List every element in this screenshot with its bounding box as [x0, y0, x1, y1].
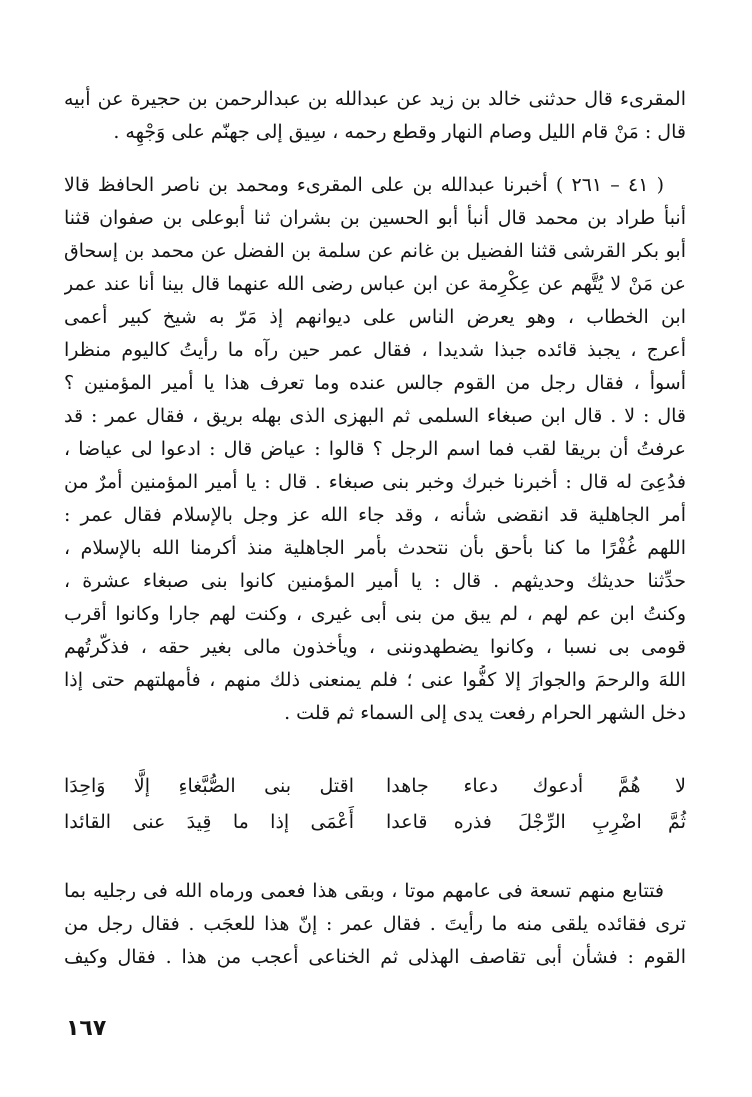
verse-first-hemistich: لا هُمَّ أدعوك دعاء جاهدا	[386, 775, 686, 797]
text-line: أبو بكر القرشى قثنا الفضيل بن غانم عن سلمة بن الفضل عن محمد بن إسحاق	[64, 240, 686, 262]
text-line: ترى فقائده يلقى منه ما رأيتَ . فقال عمر : إنّ هذا للعجَب . فقال رجل من	[64, 913, 686, 935]
text-line: وكنتُ ابن عم لهم ، لم يبق من بنى أبى غيرى ، وكنت لهم جارا وكانوا أقرب	[64, 603, 686, 625]
text-line: فدُعِىَ له قال : أخبرنا خبرك وخبر بنى صبغاء . قال : يا أمير المؤمنين أمرٌ من	[64, 471, 686, 493]
text-line: أعرج ، يجبذ قائده جبذا شديدا ، فقال عمر حين رآه ما رأيتُ كاليوم منظرا	[64, 339, 686, 361]
text-line: ( ٤١ – ٢٦١ ) أخبرنا عبدالله بن على المقرىء ومحمد بن ناصر الحافظ قالا	[64, 174, 665, 196]
poem-verse	[64, 770, 686, 802]
text-line: قومى بى نسبا ، وكانوا يضطهدوننى ، ويأخذون مالى بغير حقه ، فذكّرتُهم	[64, 636, 686, 658]
text-line: فتتابع منهم تسعة فى عامهم موتا ، وبقى هذا فعمى ورماه الله فى رجليه بما	[64, 880, 664, 902]
text-line: القوم : فشأن أبى تقاصف الهذلى ثم الخناعى أعجب من هذا . فقال وكيف	[64, 946, 686, 968]
text-line: ابن الخطاب ، وهو يعرض الناس على ديوانهم إذ مَرّ به شيخ كبير أعمى	[64, 306, 686, 328]
text-line: أسوأ ، فقال رجل من القوم جالس عنده وما تعرف هذا يا أمير المؤمنين ؟	[64, 372, 686, 394]
text-line: عن مَنْ لا يُتَّهم عن عِكْرِمة عن ابن عباس رضى الله عنهما قال بينا أنا عند عمر	[64, 273, 686, 295]
text-line: أمر الجاهلية قد انقضى شأنه ، وقد جاء الله عز وجل بالإسلام فقال عمر :	[64, 504, 686, 526]
text-line: عرفتُ أن بريقا لقب فما اسم الرجل ؟ قالوا : عياض قال : ادعوا لى عياضا ،	[64, 438, 686, 460]
verse-second-hemistich: اقتل بنى الصُّبَّغاءِ إلَّا وَاحِدَا	[64, 775, 354, 797]
text-line: حدِّثنا حديثك وحديثهم . قال : يا أمير المؤمنين كانوا بنى صبغاء عشرة ،	[64, 570, 686, 592]
text-line: قال : لا . قال ابن صبغاء السلمى ثم البهزى الذى بهله بريق ، فقال عمر : قد	[64, 405, 686, 427]
verse-first-hemistich: ثُمَّ اضْرِبِ الرِّجْلَ فذره قاعدا	[386, 811, 686, 833]
text-line: قال : مَنْ قام الليل وصام النهار وقطع رحمه ، سِيق إلى جهنّم على وَجْهِه .	[113, 121, 686, 143]
text-line: اللهم غُفْرًا ما كنا بأحق بأن نتحدث بأمر الجاهلية منذ أكرمنا الله بالإسلام ،	[64, 537, 686, 559]
text-line: المقرىء قال حدثنى خالد بن زيد عن عبدالله بن عبدالرحمن بن حجيرة عن أبيه	[64, 88, 686, 110]
text-line: دخل الشهر الحرام رفعت يدى إلى السماء ثم قلت .	[284, 702, 686, 724]
text-line: أنبأ طراد بن محمد قال أنبأ أبو الحسين بن بشران ثنا أبوعلى بن صفوان قثنا	[64, 207, 686, 229]
poem-verse	[64, 806, 686, 838]
page-number: ١٦٧	[66, 1016, 107, 1041]
text-line: اللهَ والرحمَ والجوارَ إلا كفُّوا عنى ؛ فلم يمنعنى ذلك منهم ، فأمهلتهم حتى إذا	[64, 669, 686, 691]
verse-second-hemistich: أَعْمَى إذا ما قِيدَ عنى القائدا	[64, 811, 354, 833]
